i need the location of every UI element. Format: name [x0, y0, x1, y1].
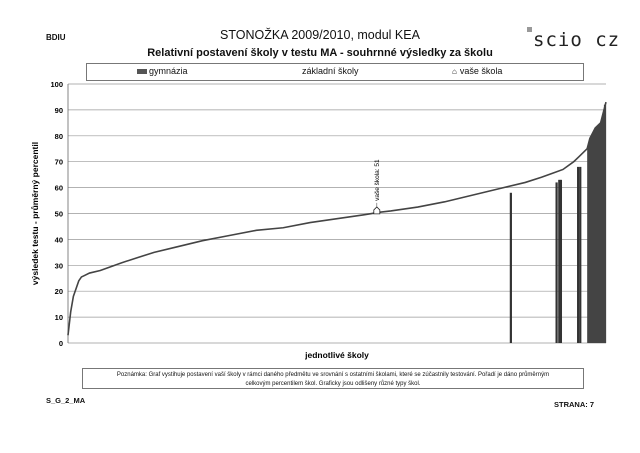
- x-axis-label: jednotlivé školy: [305, 350, 369, 360]
- footer-code: S_G_2_MA: [46, 396, 86, 405]
- gymnazia-bar: [579, 167, 581, 343]
- y-tick-label: 40: [54, 235, 63, 245]
- gymnazia-bar: [556, 182, 558, 343]
- note-box: [82, 368, 584, 389]
- gymnazia-bar: [560, 180, 562, 343]
- legend-zakladni: základní školy: [302, 66, 359, 76]
- note-line-2: celkovým percentilem škol. Graficky jsou odlišeny různé typy škol.: [245, 381, 421, 387]
- grid: [68, 84, 606, 343]
- y-tick-label: 30: [54, 261, 63, 271]
- y-tick-label: 90: [54, 105, 63, 115]
- y-tick-label: 20: [54, 287, 63, 297]
- gymnazia-bar: [510, 193, 512, 343]
- page-number: STRANA: 7: [554, 400, 595, 409]
- y-tick-labels: [50, 80, 63, 348]
- school-label: vaše škola: 51: [373, 159, 381, 201]
- gymnazia-bars: [510, 102, 606, 343]
- note-line-1: Poznámka: Graf vystihuje postavení vaší školy v rámci daného předmětu ve srovnání s ostatními školami, které se zúčastnily testování. Pořadí je dáno průměrným: [116, 372, 550, 378]
- scio-logo: scio cz: [533, 29, 621, 51]
- y-tick-label: 80: [54, 131, 63, 141]
- y-tick-label: 10: [54, 313, 63, 323]
- school-house-icon: [374, 207, 380, 214]
- y-tick-label: 50: [54, 209, 63, 219]
- legend-vase-label: vaše škola: [459, 66, 503, 76]
- chart-subtitle: Relativní postavení školy v testu MA - souhrnné výsledky za školu: [147, 47, 493, 59]
- y-tick-label: 100: [50, 80, 63, 89]
- schools-curve: [68, 102, 606, 335]
- y-axis-label: výsledek testu - průměrný percentil: [30, 141, 40, 286]
- report-code: BDIU: [46, 33, 66, 42]
- page-title: STONOŽKA 2009/2010, modul KEA: [220, 28, 420, 42]
- y-tick-label: 0: [58, 339, 63, 348]
- y-tick-label: 70: [54, 157, 63, 167]
- legend-gymnazia-label: gymnázia: [149, 66, 188, 76]
- school-marker: [374, 159, 381, 214]
- gymnazia-bar: [577, 167, 579, 343]
- y-tick-label: 60: [54, 183, 63, 193]
- house-icon: ⌂: [452, 67, 457, 76]
